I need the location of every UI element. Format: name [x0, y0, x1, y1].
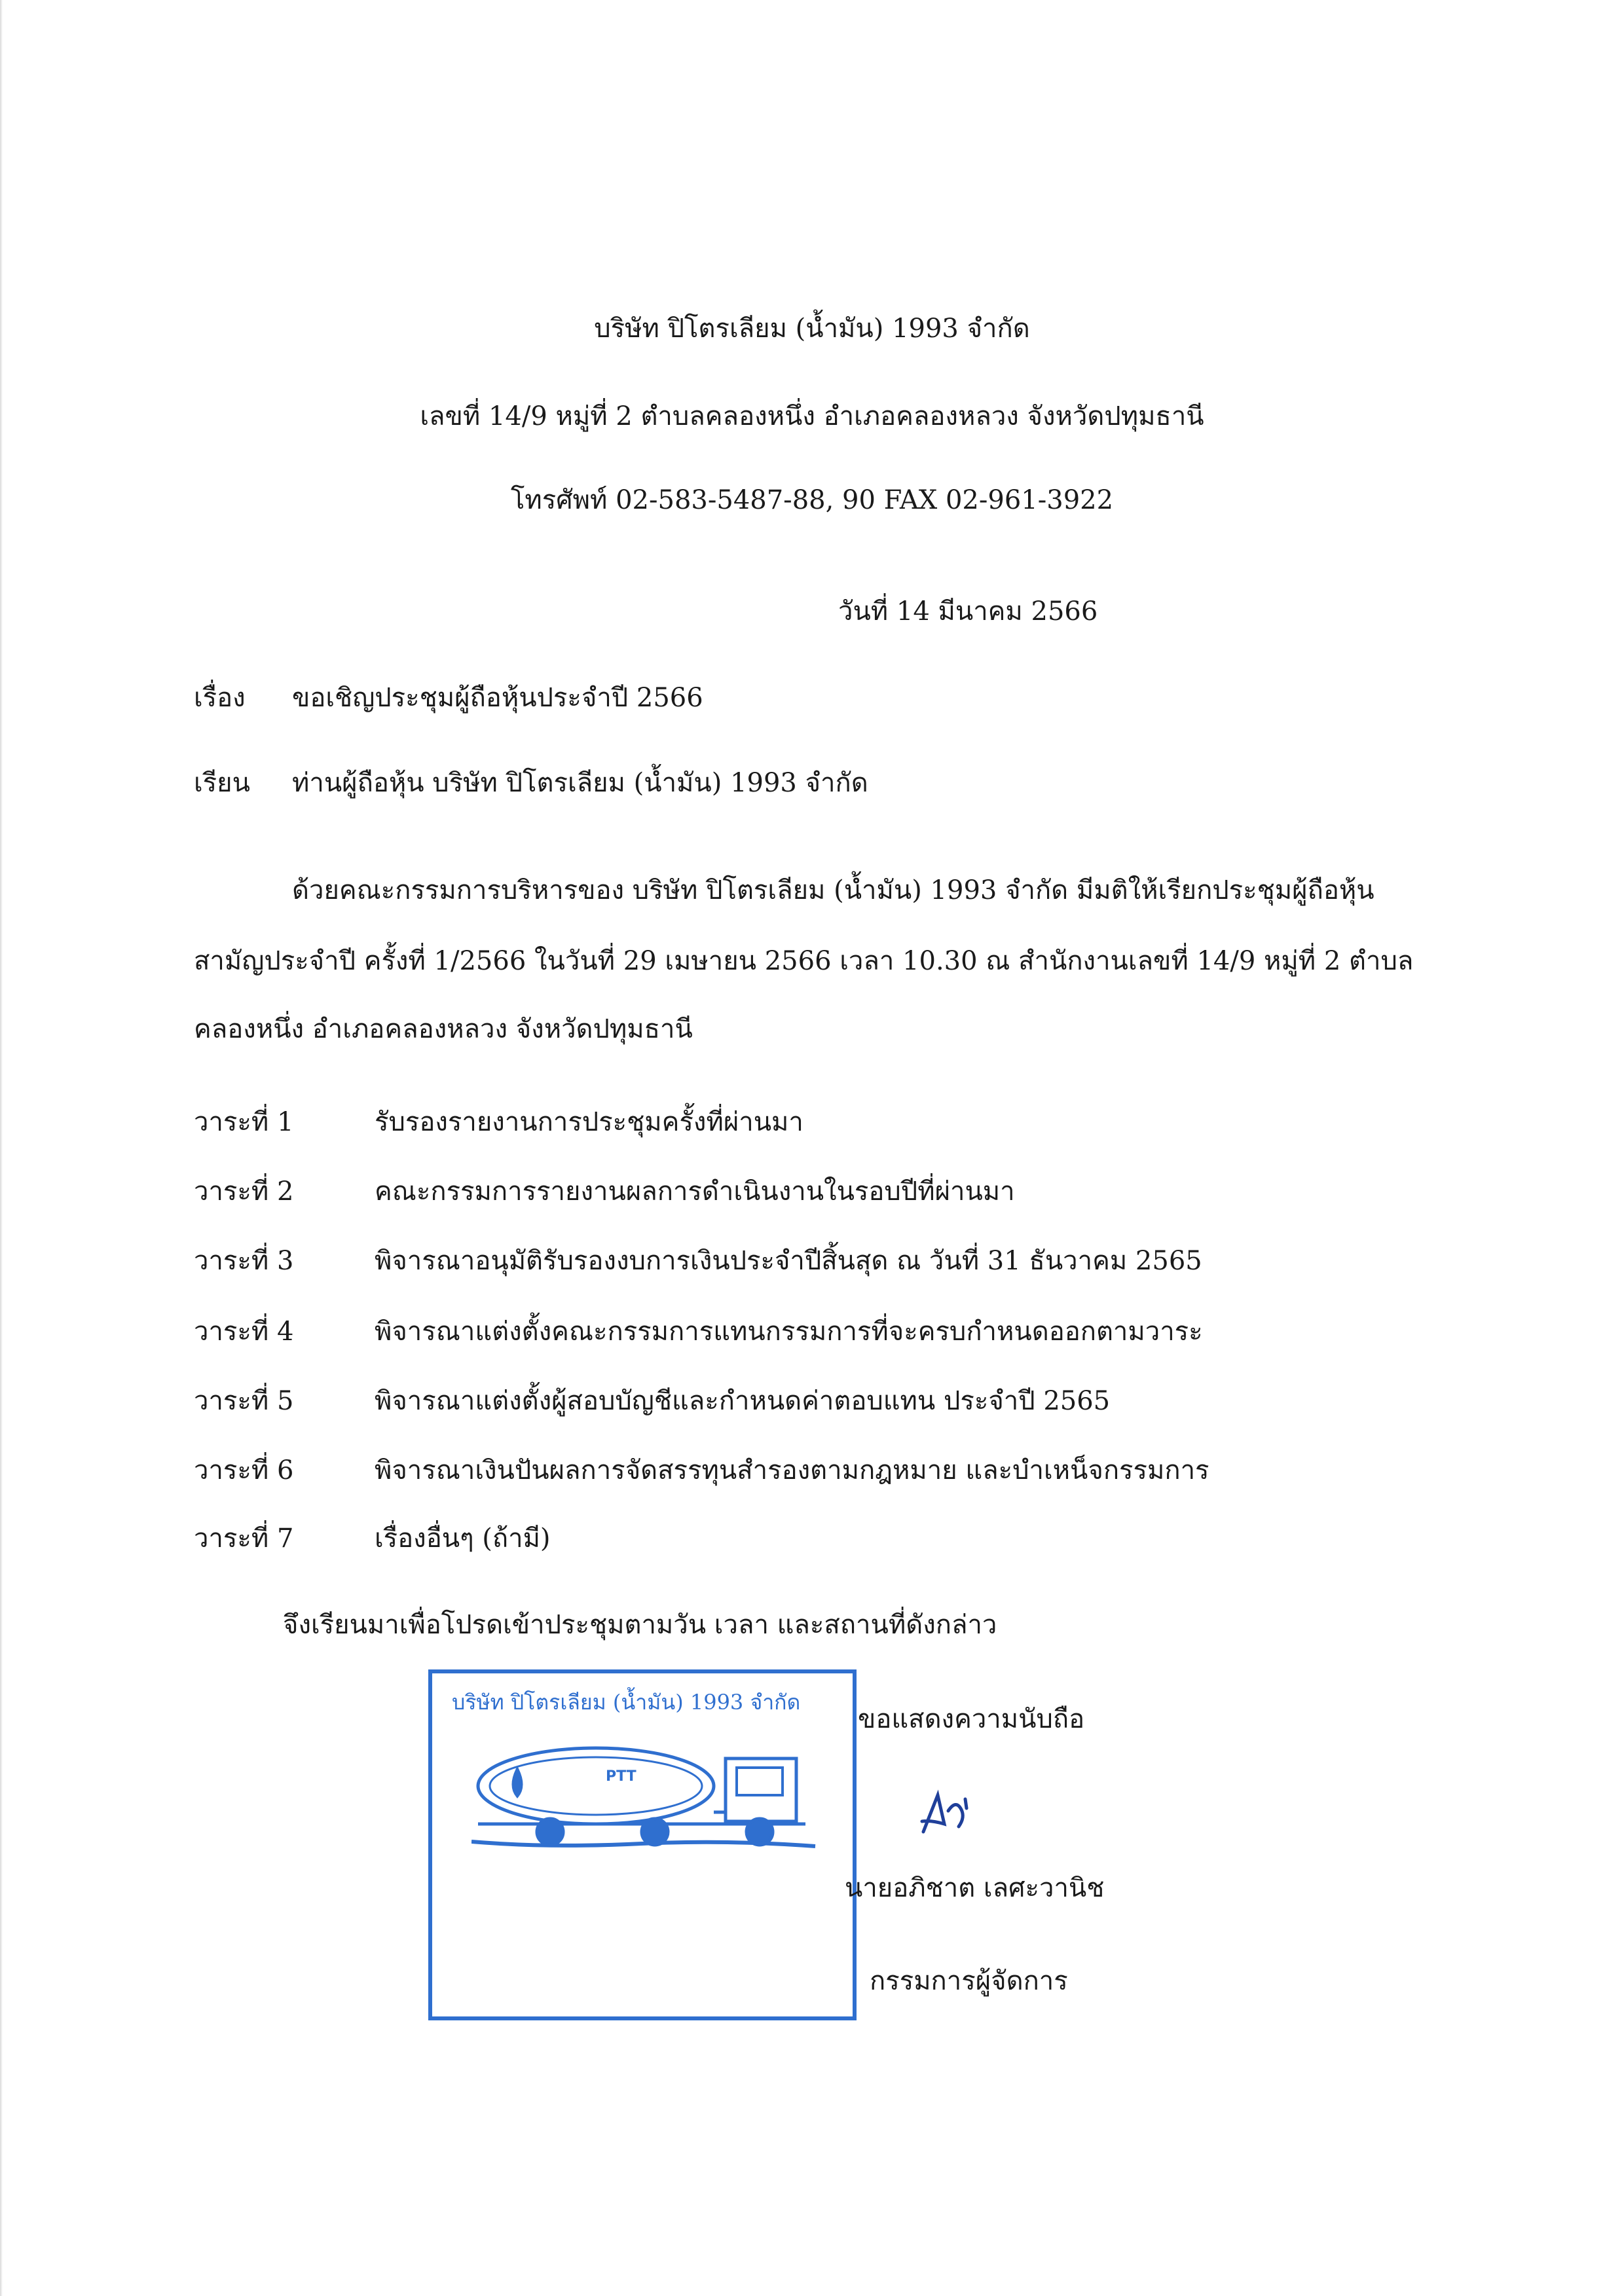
company-name: บริษัท ปิโตรเลียม (น้ำมัน) 1993 จำกัด [594, 314, 1030, 344]
agenda-item: รับรองรายงานการประชุมครั้งที่ผ่านมา [375, 1107, 803, 1137]
agenda-label: วาระที่ 7 [194, 1523, 294, 1554]
agenda-item: พิจารณาเงินปันผลการจัดสรรทุนสำรองตามกฎหมาย และบำเหน็จกรรมการ [375, 1455, 1209, 1485]
agenda-label: วาระที่ 2 [194, 1176, 294, 1207]
signature-mark [918, 1786, 977, 1838]
company-stamp [428, 1669, 857, 2020]
agenda-label: วาระที่ 3 [194, 1246, 294, 1276]
addressee-label: เรียน [194, 768, 250, 798]
body-line-1: ด้วยคณะกรรมการบริหารของ บริษัท ปิโตรเลียม (น้ำมัน) 1993 จำกัด มีมติให้เรียกประชุมผู้ถือหุ้น [292, 875, 1375, 905]
signer-name: นายอภิชาต เลศะวานิช [845, 1873, 1105, 1903]
subject-value: ขอเชิญประชุมผู้ถือหุ้นประจำปี 2566 [292, 683, 703, 713]
signer-title: กรรมการผู้จัดการ [870, 1966, 1068, 1996]
company-address: เลขที่ 14/9 หมู่ที่ 2 ตำบลคลองหนึ่ง อำเภอคลองหลวง จังหวัดปทุมธานี [420, 401, 1204, 431]
agenda-item: พิจารณาแต่งตั้งคณะกรรมการแทนกรรมการที่จะครบกำหนดออกตามวาระ [375, 1317, 1203, 1347]
agenda-item: เรื่องอื่นๆ (ถ้ามี) [375, 1523, 551, 1554]
regards-text: ขอแสดงความนับถือ [858, 1704, 1085, 1734]
agenda-item: พิจารณาแต่งตั้งผู้สอบบัญชีและกำหนดค่าตอบแทน ประจำปี 2565 [375, 1386, 1111, 1416]
subject-label: เรื่อง [194, 683, 246, 713]
truck-icon [471, 1734, 819, 1851]
agenda-item: พิจารณาอนุมัติรับรองงบการเงินประจำปีสิ้นสุด ณ วันที่ 31 ธันวาคม 2565 [375, 1246, 1202, 1276]
stamp-truck-text: PTT [606, 1768, 637, 1785]
body-line-3: คลองหนึ่ง อำเภอคลองหลวง จังหวัดปทุมธานี [194, 1014, 693, 1044]
agenda-label: วาระที่ 4 [194, 1317, 294, 1347]
letter-date: วันที่ 14 มีนาคม 2566 [838, 596, 1098, 627]
company-phone: โทรศัพท์ 02-583-5487-88, 90 FAX 02-961-3922 [510, 485, 1114, 515]
agenda-label: วาระที่ 1 [194, 1107, 294, 1137]
stamp-title: บริษัท ปิโตรเลียม (น้ำมัน) 1993 จำกัด [452, 1690, 801, 1715]
scan-edge [0, 0, 3, 2296]
closing-text: จึงเรียนมาเพื่อโปรดเข้าประชุมตามวัน เวลา และสถานที่ดังกล่าว [283, 1610, 997, 1640]
addressee-value: ท่านผู้ถือหุ้น บริษัท ปิโตรเลียม (น้ำมัน) 1993 จำกัด [292, 768, 868, 798]
body-line-2: สามัญประจำปี ครั้งที่ 1/2566 ในวันที่ 29 เมษายน 2566 เวลา 10.30 ณ สำนักงานเลขที่ 14/9 หมู่ที่ 2 ตำบล [194, 946, 1414, 976]
agenda-item: คณะกรรมการรายงานผลการดำเนินงานในรอบปีที่ผ่านมา [375, 1176, 1015, 1207]
agenda-label: วาระที่ 6 [194, 1455, 294, 1485]
agenda-label: วาระที่ 5 [194, 1386, 294, 1416]
